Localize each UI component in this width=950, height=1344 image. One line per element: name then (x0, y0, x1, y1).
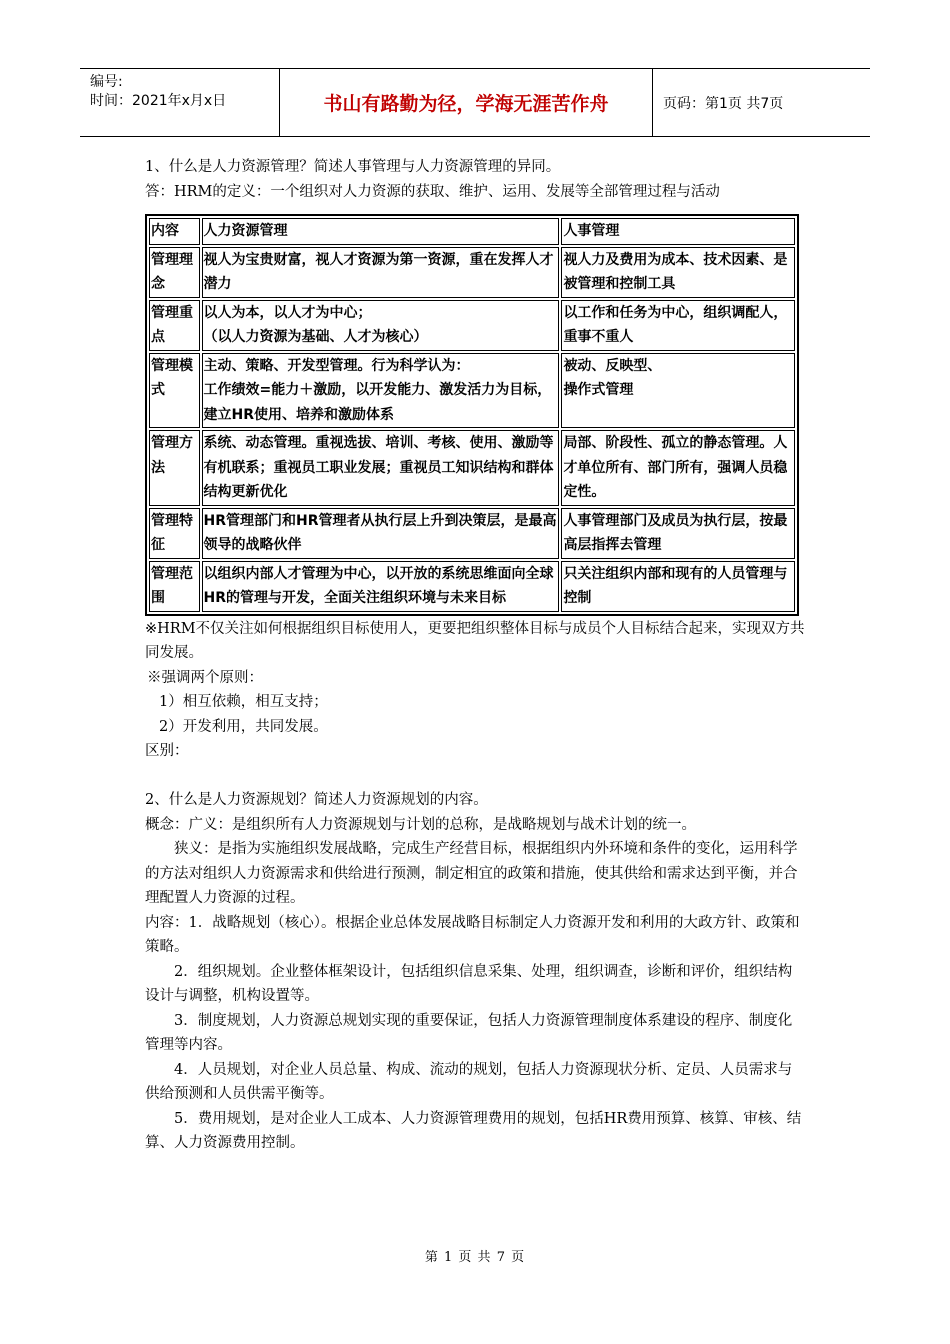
table-cell: 管理特征 (149, 508, 200, 559)
header-page-info: 页码：第1页 共7页 (663, 95, 784, 112)
principle-item: 2）开发利用，共同发展。 (159, 718, 328, 735)
table-row (149, 247, 795, 298)
principle-item: 1）相互依赖，相互支持； (159, 694, 328, 710)
table-cell: 管理重点 (149, 300, 200, 351)
document-date: 时间：2021年x月x日 (90, 93, 227, 109)
header-meta (80, 69, 280, 136)
table-cell: 人事管理部门及成员为执行层，按最高层指挥去管理 (561, 508, 795, 559)
table-cell: 以组织内部人才管理为中心，以开放的系统思维面向全球HR的管理与开发，全面关注组织环境与未来目标 (202, 561, 560, 612)
content-item: 3．制度规划，人力资源总规划实现的重要保证，包括人力资源管理制度体系建设的程序、制度化管理等内容。 (145, 1012, 793, 1053)
table-cell: 管理理念 (149, 247, 200, 298)
concept-narrow: 狭义：是指为实施组织发展战略，完成生产经营目标，根据组织内外环境和条件的变化，运用科学的方法对组织人力资源需求和供给进行预测，制定相宜的政策和措施，使其供给和需求达到平衡，并合理配置人力资源的过程。 (145, 841, 798, 906)
page-footer: 第 1 页 共 7 页 (424, 1250, 526, 1265)
note-hrm-goal: ※HRM不仅关注如何根据组织目标使用人，更要把组织整体目标与成员个人目标结合起来，实现双方共同发展。 (145, 620, 805, 661)
table-header-cell: 内容 (149, 218, 200, 245)
content-item: 2．组织规划。企业整体框架设计，包括组织信息采集、处理，组织调查，诊断和评价，组织结构设计与调整，机构设置等。 (145, 963, 793, 1004)
table-cell: HR管理部门和HR管理者从执行层上升到决策层，是最高领导的战略伙伴 (202, 508, 560, 559)
table-row (149, 353, 795, 429)
table-cell: 管理范围 (149, 561, 200, 612)
content-item: 4．人员规划，对企业人员总量、构成、流动的规划，包括人力资源现状分析、定员、人员需求与供给预测和人员供需平衡等。 (145, 1061, 793, 1102)
table-cell: 被动、反映型、 操作式管理 (561, 353, 795, 429)
concept-broad: 概念：广义：是组织所有人力资源规划与计划的总称，是战略规划与战术计划的统一。 (145, 816, 696, 833)
answer-1-definition: 答：HRM的定义：一个组织对人力资源的获取、维护、运用、发展等全部管理过程与活动 (145, 183, 720, 200)
table-cell: 主动、策略、开发型管理。行为科学认为： 工作绩效=能力＋激励，以开发能力、激发活力为目标，建立HR使用、培养和激励体系 (202, 353, 560, 429)
question-1: 1、什么是人力资源管理？简述人事管理与人力资源管理的异同。 (145, 159, 561, 175)
question-2: 2、什么是人力资源规划？简述人力资源规划的内容。 (145, 792, 488, 808)
note-principles: ※强调两个原则： (147, 669, 263, 686)
table-cell: 管理模式 (149, 353, 200, 429)
table-cell: 系统、动态管理。重视选拔、培训、考核、使用、激励等有机联系；重视员工职业发展；重视员工知识结构和群体结构更新优化 (202, 430, 560, 506)
table-cell: 视人力及费用为成本、技术因素、是被管理和控制工具 (561, 247, 795, 298)
document-body (145, 155, 805, 1156)
content-item: 内容：1．战略规划（核心）。根据企业总体发展战略目标制定人力资源开发和利用的大政方针、政策和策略。 (145, 914, 800, 955)
table-cell: 只关注组织内部和现有的人员管理与控制 (561, 561, 795, 612)
header-motto: 书山有路勤为径，学海无涯苦作舟 (280, 69, 653, 136)
table-row (149, 508, 795, 559)
table-cell: 以人为本，以人才为中心； （以人力资源为基础、人才为核心） (202, 300, 560, 351)
table-header-cell: 人事管理 (561, 218, 795, 245)
table-header-row (149, 218, 795, 245)
table-cell: 局部、阶段性、孤立的静态管理。人才单位所有、部门所有，强调人员稳定性。 (561, 430, 795, 506)
table-cell: 管理方法 (149, 430, 200, 506)
spacer (145, 764, 805, 789)
document-number-label: 编号: (90, 74, 123, 90)
table-cell: 以工作和任务为中心，组织调配人，重事不重人 (561, 300, 795, 351)
table-row (149, 561, 795, 612)
comparison-table (145, 214, 799, 616)
difference-label: 区别： (145, 743, 189, 759)
table-cell: 视人为宝贵财富，视人才资源为第一资源，重在发挥人才潜力 (202, 247, 560, 298)
table-row (149, 430, 795, 506)
table-header-cell: 人力资源管理 (202, 218, 560, 245)
table-row (149, 300, 795, 351)
page-header (80, 68, 870, 137)
content-item: 5．费用规划，是对企业人工成本、人力资源管理费用的规划，包括HR费用预算、核算、审核、结算、人力资源费用控制。 (145, 1110, 802, 1151)
